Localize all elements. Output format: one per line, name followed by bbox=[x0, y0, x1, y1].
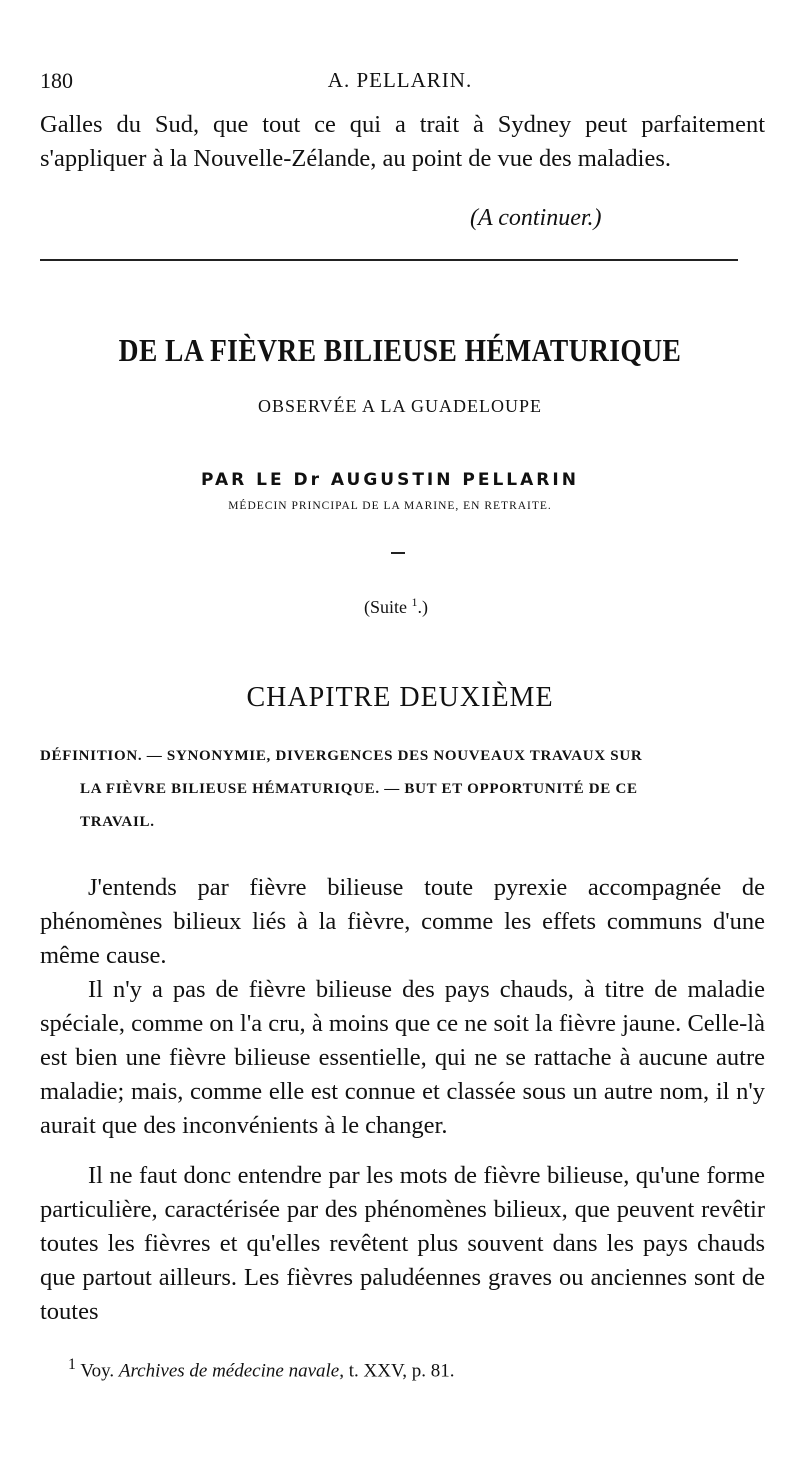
running-title: A. PELLARIN. bbox=[327, 68, 473, 92]
intro-paragraph: Galles du Sud, que tout ce qui a trait à Sydney peut parfaitement s'appliquer à la Nouvelle-Zélande, au point de vue des maladies. bbox=[40, 111, 765, 172]
chapter-title: CHAPITRE DEUXIÈME bbox=[246, 682, 554, 713]
page-number: 180 bbox=[40, 68, 73, 93]
body-paragraph: J'entends par fièvre bilieuse toute pyrexie accompagnée de phénomènes bilieux liés à la fièvre, comme les effets communs d'une même cause. bbox=[40, 874, 765, 969]
article-subtitle: OBSERVÉE A LA GUADELOUPE bbox=[257, 396, 543, 416]
author-affiliation: MÉDECIN PRINCIPAL DE LA MARINE, EN RETRAITE. bbox=[228, 500, 552, 512]
footnote-ref: t. XXV, p. 81. bbox=[348, 1360, 455, 1382]
chapter-summary-line: DÉFINITION. — SYNONYMIE, DIVERGENCES DES NOUVEAUX TRAVAUX SUR bbox=[40, 748, 643, 764]
chapter-summary-line: LA FIÈVRE BILIEUSE HÉMATURIQUE. — BUT ET OPPORTUNITÉ DE CE bbox=[80, 781, 638, 797]
continuation-note: (A continuer.) bbox=[470, 205, 602, 231]
running-head bbox=[40, 68, 760, 100]
footnote-journal: Archives de médecine navale, bbox=[118, 1360, 344, 1382]
footnote-prefix: Voy. bbox=[80, 1360, 115, 1382]
suite-note bbox=[0, 595, 792, 618]
body-paragraph: Il ne faut donc entendre par les mots de fièvre bilieuse, qu'une forme particulière, caractérisée par des phénomènes bilieux, que peuvent revêtir toutes les fièvres et qu'elles revêtent plus souvent dans les pays chauds que partout ailleurs. Les fièvres paludéennes graves ou anciennes sont de toutes bbox=[40, 1162, 765, 1325]
body-paragraph: Il n'y a pas de fièvre bilieuse des pays chauds, à titre de maladie spéciale, comme on l'a cru, à moins que ce ne soit la fièvre jaune. Celle-là est bien une fièvre bilieuse essentielle, qui ne se rattache à aucune autre maladie; mais, comme elle est connue et classée sous un autre nom, il n'y aurait que des inconvénients à le changer. bbox=[40, 976, 765, 1139]
short-dash bbox=[391, 552, 405, 554]
chapter-summary bbox=[40, 740, 763, 839]
article-title: DE LA FIÈVRE BILIEUSE HÉMATURIQUE bbox=[118, 332, 682, 368]
chapter-summary-line: TRAVAIL. bbox=[80, 814, 155, 830]
suite-close: .) bbox=[417, 597, 428, 617]
article-author: PAR LE Dr AUGUSTIN PELLARIN bbox=[201, 470, 579, 490]
suite-footnote-ref: 1 bbox=[411, 595, 418, 609]
footnote-marker: 1 bbox=[68, 1356, 76, 1373]
section-divider bbox=[40, 259, 738, 261]
footnote bbox=[68, 1356, 454, 1382]
suite-text: (Suite bbox=[364, 597, 412, 617]
